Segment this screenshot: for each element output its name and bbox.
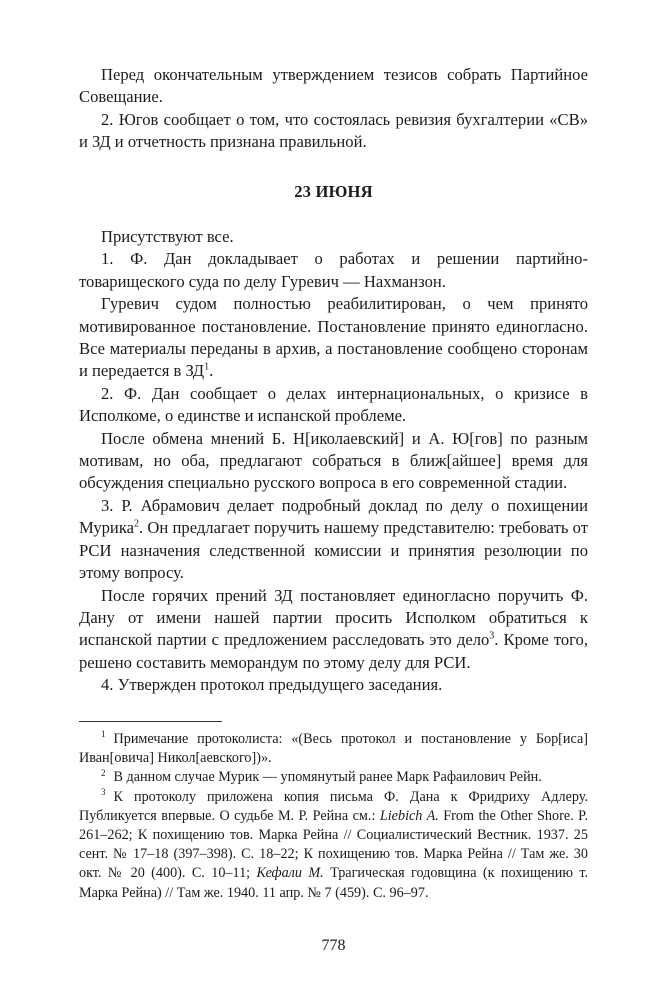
intro-paragraph: 2. Югов сообщает о том, что состоялась ревизия бухгалтерии «СВ» и ЗД и отчетность признана правильной. [79,109,588,152]
footnote-ref: 1 [204,361,210,373]
paragraph: 2. Ф. Дан сообщает о делах интернациональных, о кризисе в Исполкоме, о единстве и испанской проблеме. [79,383,588,426]
paragraph [79,293,588,383]
footnote-ref: 3 [489,630,495,642]
paragraph-text: Гуревич судом полностью реабилитирован, о чем принято мотивированное постановление. Постановление принято единогласно. Все материалы переданы в архив, а постановление сообщено сторонам и передается в ЗД [79,294,588,381]
paragraph: Присутствуют все. [101,227,234,246]
footnote-number: 3 [101,786,106,797]
footnote-author: Liebich A. [379,807,439,824]
paragraph: 1. Ф. Дан докладывает о работах и решении партийно-товарищеского суда по делу Гуревич — Нахманзон. [79,249,588,291]
paragraph-text: . Он предлагает поручить нашему представителю: требовать от РСИ назначения следственной комиссии и принятия резолюции по этому вопросу. [79,518,588,583]
paragraph [79,585,588,675]
footnote-text: From the Other Shore. P. 261–262; К похищению тов. Марка Рейна // Социалистический Вестник. 1937. 25 сент. № 17–18 (397–398). С. 18–22; К похищению тов. Марка Рейна // Там же. 30 окт. № 20 (400). С. 10–11; [79,807,589,882]
intro-block [79,64,588,154]
intro-paragraph: Перед окончательным утверждением тезисов собрать Партийное Совещание. [79,65,588,107]
footnote-number: 1 [101,729,106,740]
paragraph: 4. Утвержден протокол предыдущего заседания. [101,675,443,695]
paragraph [79,495,588,585]
footnote-divider [79,721,222,722]
footnotes [79,730,588,903]
section-heading: 23 ИЮНЯ [294,182,373,201]
paragraph-text: . Кроме того, решено составить меморандум по этому делу для РСИ. [79,630,588,672]
page-number: 778 [321,937,346,954]
paragraph-text: После горячих прений ЗД постановляет единогласно поручить Ф. Дану от имени нашей партии просить Исполком обратиться к испанской партии с предложением расследовать это дело [79,585,588,650]
footnote-text: К протоколу приложена копия письма Ф. Дана к Фридриху Адлеру. Публикуется впервые. О судьбе М. Р. Рейна см.: [79,788,588,824]
footnote-text: В данном случае Мурик — упомянутый ранее Марк Рафаилович Рейн. [113,769,542,786]
footnote-text: Примечание протоколиста: «(Весь протокол и постановление у Бор[иса] Иван[овича] Никол[аевского])». [79,731,588,767]
footnote-number: 2 [101,767,106,778]
meeting-minutes [79,226,588,697]
footnote-author: Кефали М. [256,865,324,882]
paragraph: После обмена мнений Б. Н[иколаевский] и А. Ю[гов] по разным мотивам, но оба, предлагают собраться в ближ[айшее] время для обсуждения специально русского вопроса в его современной стадии. [79,428,588,493]
footnote [79,788,588,903]
footnote [79,768,588,787]
paragraph-text: . [209,361,214,381]
footnote [79,730,588,768]
footnote-text: Трагическая годовщина (к похищению т. Марка Рейна) // Там же. 1940. 11 апр. № 7 (459). С. 96–97. [79,865,589,901]
paragraph-text: 3. Р. Абрамович делает подробный доклад по делу о похищении Мурика [79,495,588,538]
footnote-ref: 2 [134,518,139,530]
